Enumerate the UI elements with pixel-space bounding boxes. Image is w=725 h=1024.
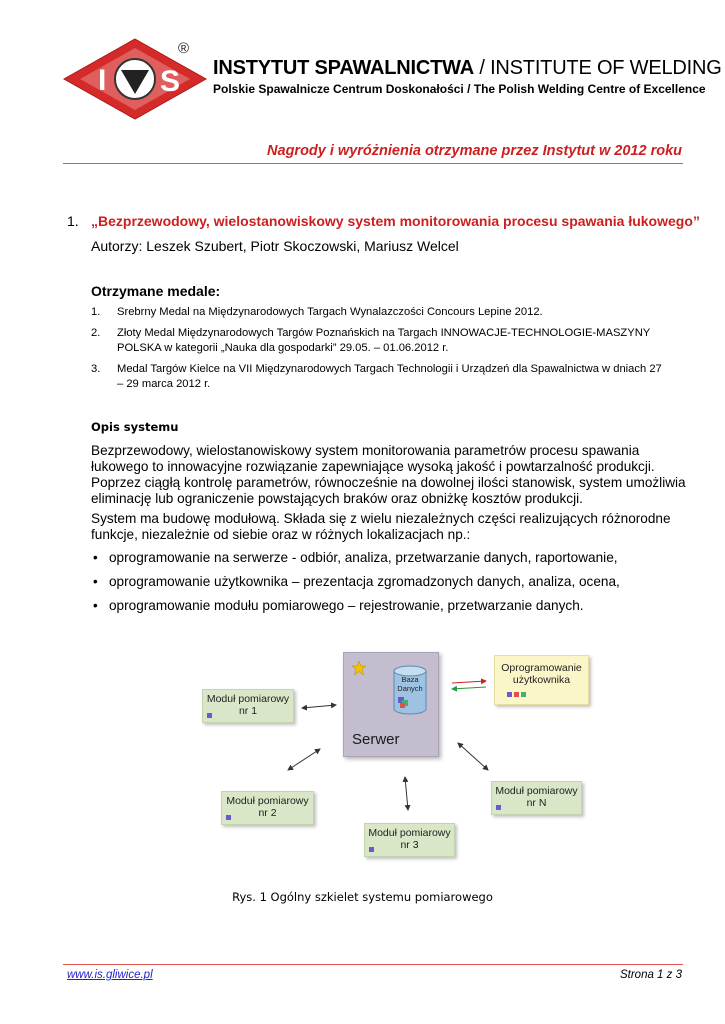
system-description-heading: Opis systemu — [91, 420, 179, 434]
figure-caption: Rys. 1 Ogólny szkielet systemu pomiarowego — [232, 890, 493, 904]
server-label: Serwer — [352, 731, 400, 748]
database-label-line-1: Baza — [401, 675, 419, 684]
medal-text: Srebrny Medal na Międzynarodowych Targach Wynalazczości Concours Lepine 2012. — [117, 306, 543, 318]
institute-name-en: INSTITUTE OF WELDING — [490, 57, 722, 79]
bullet-item: • oprogramowanie modułu pomiarowego – rejestrowanie, przetwarzanie danych. — [91, 598, 691, 622]
module-box-n — [491, 781, 582, 815]
module-icon — [226, 815, 231, 820]
system-components-list — [91, 550, 691, 622]
system-description-paragraph-2: System ma budowę modułową. Składa się z wielu niezależnych części realizujących różnorodne funkcje, niezależnie od siebie oraz w różnych lokalizacjach np.: — [91, 511, 671, 542]
bullet-item: • oprogramowanie na serwerze - odbiór, analiza, przetwarzanie danych, raportowanie, — [91, 550, 691, 574]
user-software-box — [494, 655, 589, 705]
institute-name-pl: INSTYTUT SPAWALNICTWA — [213, 57, 474, 79]
footer-website-link[interactable]: www.is.gliwice.pl — [67, 969, 153, 981]
module-icon — [207, 713, 212, 718]
system-diagram — [190, 645, 600, 867]
link-server-user-green — [452, 687, 486, 689]
medal-item — [91, 326, 671, 356]
module-label-line-2: nr N — [526, 797, 547, 809]
system-description-paragraph-1: Bezprzewodowy, wielostanowiskowy system monitorowania parametrów procesu spawania łukowego to innowacyjne rozwiązanie zapewniające wysoką jakość i powtarzalność produkcji. Poprzez ciągłą kontrolę parametrów, równocześnie na dowolnej ilości stanowisk, system umożliwia eliminację lub ograniczenie powstających braków oraz obniżkę kosztów produkcji. — [91, 443, 686, 506]
module-box-1 — [202, 689, 294, 723]
link-server-module-2 — [288, 749, 320, 770]
module-label-line-1: Moduł pomiarowy — [368, 827, 451, 839]
bullet-item: • oprogramowanie użytkownika – prezentacja zgromadzonych danych, analiza, ocena, — [91, 574, 691, 598]
institute-subtitle: Polskie Spawalnicze Centrum Doskonałości / The Polish Welding Centre of Excellence — [213, 82, 706, 96]
module-label-line-2: nr 1 — [238, 705, 258, 717]
item-authors: Autorzy: Leszek Szubert, Piotr Skoczowski, Mariusz Welcel — [91, 238, 459, 254]
logo-letter-i: I — [98, 64, 107, 97]
module-box-2 — [221, 791, 314, 825]
logo-letter-s: S — [160, 65, 181, 98]
document-title: Nagrody i wyróżnienia otrzymane przez Instytut w 2012 roku — [267, 143, 682, 159]
medals-heading: Otrzymane medale: — [91, 283, 221, 299]
institute-logo — [60, 36, 210, 122]
color-squares-icon — [507, 692, 531, 698]
title-divider — [63, 163, 683, 164]
item-title: „Bezprzewodowy, wielostanowiskowy system monitorowania procesu spawania łukowego” — [91, 213, 700, 229]
star-icon — [352, 661, 366, 675]
medals-list — [91, 305, 671, 398]
item-number: 1. — [67, 213, 79, 229]
link-server-user-red — [452, 681, 486, 683]
institute-name-separator: / — [473, 57, 491, 79]
module-label-line-2: nr 2 — [258, 807, 277, 819]
module-icon — [369, 847, 374, 852]
footer-divider — [63, 964, 683, 965]
medal-number: 1. — [91, 306, 101, 318]
medal-number: 2. — [91, 327, 101, 339]
medal-text: Złoty Medal Międzynarodowych Targów Poznańskich na Targach INNOWACJE-TECHNOLOGIE-MASZYNY POLSKA w kategorii „Nauka dla gospodarki” 29.05. – 01.06.2012 r. — [117, 327, 651, 354]
user-software-label-line-1: Oprogramowanie — [501, 662, 582, 674]
module-label-line-1: Moduł pomiarowy — [226, 795, 309, 807]
module-box-3 — [364, 823, 455, 857]
link-server-module-3 — [405, 777, 408, 810]
registered-mark: ® — [178, 40, 190, 57]
medal-number: 3. — [91, 363, 101, 375]
server-box — [343, 652, 439, 757]
module-label-line-1: Moduł pomiarowy — [206, 693, 290, 705]
user-software-label-line-2: użytkownika — [512, 674, 571, 686]
link-server-module-n — [458, 743, 488, 770]
database-label-line-2: Danych — [397, 684, 423, 693]
medal-text: Medal Targów Kielce na VII Międzynarodowych Targach Technologii i Urządzeń dla Spawalnictwa w dniach 27 – 29 marca 2012 r. — [117, 363, 662, 390]
medal-item — [91, 305, 671, 320]
link-server-module-1 — [302, 705, 336, 708]
database-label — [392, 675, 428, 693]
module-label-line-1: Moduł pomiarowy — [495, 785, 578, 797]
institute-name — [213, 57, 722, 80]
medal-item — [91, 362, 671, 392]
module-icon — [496, 805, 501, 810]
footer-page-number: Strona 1 z 3 — [619, 969, 682, 981]
module-label-line-2: nr 3 — [400, 839, 419, 851]
